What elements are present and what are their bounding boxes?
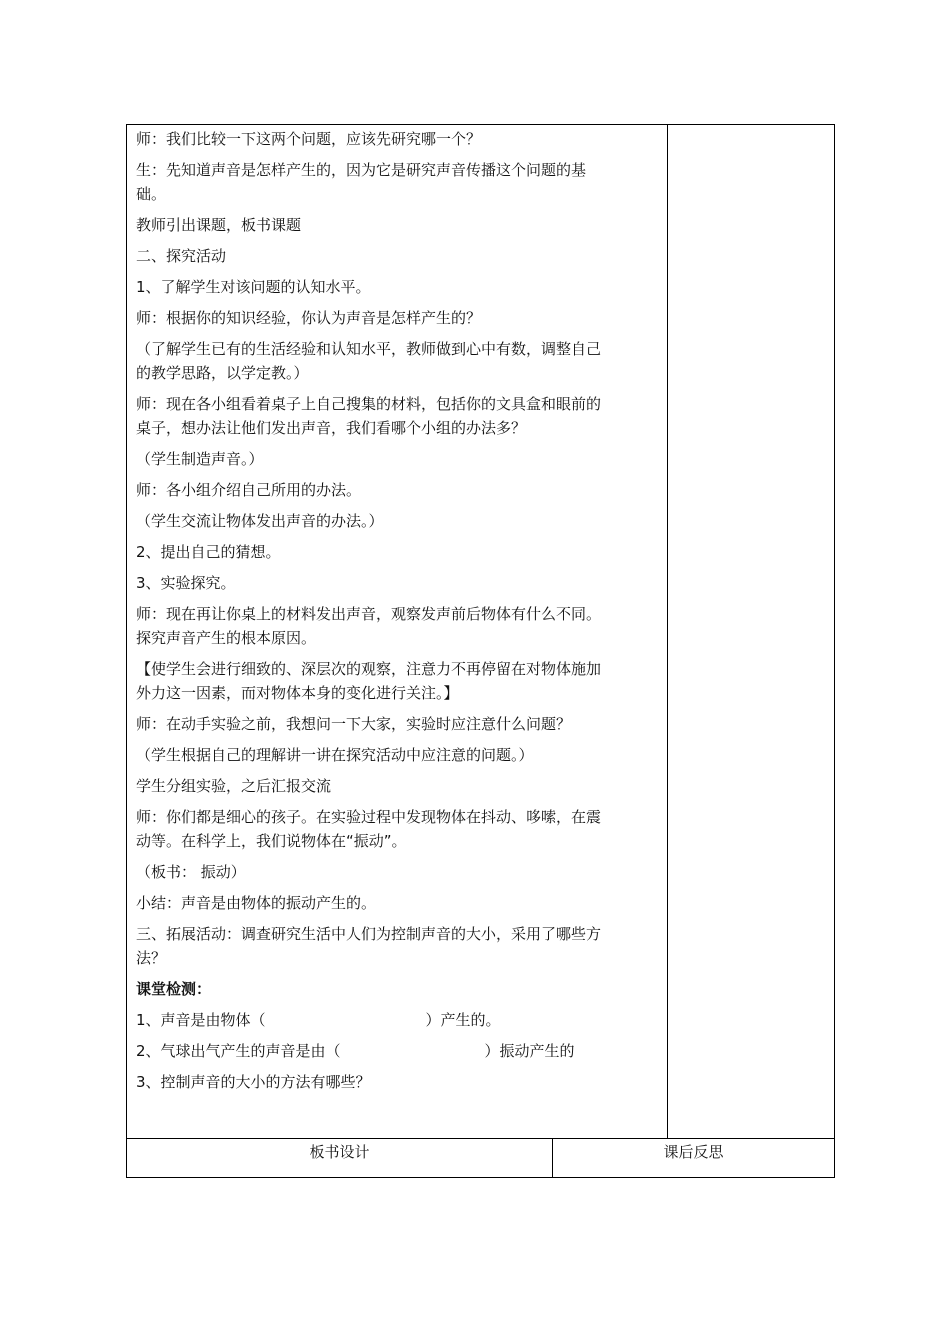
lesson-paragraph [136,540,660,564]
paragraph-line: 探究声音产生的根本原因。 [136,629,317,647]
paragraph-line: 师：各小组介绍自己所用的办法。 [136,481,362,499]
paragraph-line: （板书： 振动） [136,863,246,881]
paragraph-line: 师：现在各小组看着桌子上自己搜集的材料，包括你的文具盒和眼前的 [136,395,602,413]
paragraph-line: 师：我们比较一下这两个问题，应该先研究哪一个？ [136,130,482,148]
quiz-q2-start: 2、气球出气产生的声音是由（ [136,1042,341,1060]
row-divider [126,1138,835,1139]
quiz-question-2 [136,1039,660,1063]
lesson-paragraph [136,275,660,299]
lesson-paragraph [136,509,660,533]
lesson-paragraph [136,306,660,330]
lesson-paragraph [136,602,660,650]
lesson-paragraph [136,392,660,440]
column-divider [667,124,668,1139]
paragraph-line: 桌子，想办法让他们发出声音，我们看哪个小组的办法多？ [136,419,527,437]
board-design-label: 板书设计 [309,1143,370,1161]
paragraph-line: 师：你们都是细心的孩子。在实验过程中发现物体在抖动、哆嗦，在震 [136,808,602,826]
paragraph-line: 法？ [136,949,167,967]
lesson-paragraph [136,860,660,884]
reflection-label: 课后反思 [663,1143,724,1161]
paragraph-line: （学生根据自己的理解讲一讲在探究活动中应注意的问题。） [136,746,534,764]
quiz-q1-start: 1、声音是由物体（ [136,1011,266,1029]
paragraph-line: 外力这一因素，而对物体本身的变化进行关注。】 [136,684,459,702]
lesson-paragraph [136,127,660,151]
lesson-paragraph [136,712,660,736]
paragraph-line: 【使学生会进行细致的、深层次的观察，注意力不再停留在对物体施加 [136,660,602,678]
paragraph-line: 1、了解学生对该问题的认知水平。 [136,278,371,296]
paragraph-line: 学生分组实验，之后汇报交流 [136,777,332,795]
paragraph-line: 三、拓展活动：调查研究生活中人们为控制声音的大小，采用了哪些方 [136,925,602,943]
lesson-paragraph [136,213,660,237]
lesson-paragraph [136,244,660,268]
lesson-paragraph [136,743,660,767]
paragraph-line: 动等。在科学上，我们说物体在“振动”。 [136,832,407,850]
paragraph-line: （了解学生已有的生活经验和认知水平，教师做到心中有数，调整自己 [136,340,602,358]
lesson-content [136,127,660,1101]
quiz-question-3: 3、控制声音的大小的方法有哪些？ [136,1073,371,1091]
paragraph-line: （学生交流让物体发出声音的办法。） [136,512,384,530]
paragraph-line: 的教学思路，以学定教。） [136,364,309,382]
lesson-paragraph [136,774,660,798]
lesson-paragraph [136,891,660,915]
paragraph-line: 师：现在再让你桌上的材料发出声音，观察发声前后物体有什么不同。 [136,605,602,623]
lesson-paragraph [136,337,660,385]
lesson-paragraph [136,805,660,853]
paragraph-line: 3、实验探究。 [136,574,236,592]
quiz-q1-end: ）产生的。 [425,1011,501,1029]
lesson-paragraph [136,657,660,705]
paragraph-line: 础。 [136,185,167,203]
paragraph-line: （学生制造声音。） [136,450,264,468]
paragraph-line: 小结：声音是由物体的振动产生的。 [136,894,377,912]
quiz-heading: 课堂检测： [136,980,212,998]
paragraph-line: 二、探究活动 [136,247,227,265]
lesson-paragraph [136,922,660,970]
quiz-q2-end: ）振动产生的 [484,1042,575,1060]
quiz-question-1 [136,1008,660,1032]
lesson-paragraph [136,478,660,502]
lesson-paragraph [136,571,660,595]
paragraph-line: 教师引出课题，板书课题 [136,216,302,234]
paragraph-line: 师：根据你的知识经验，你认为声音是怎样产生的？ [136,309,482,327]
paragraph-line: 2、提出自己的猜想。 [136,543,281,561]
paragraph-line: 生：先知道声音是怎样产生的，因为它是研究声音传播这个问题的基 [136,161,587,179]
lesson-paragraph [136,447,660,471]
paragraph-line: 师：在动手实验之前，我想问一下大家，实验时应注意什么问题？ [136,715,572,733]
lesson-paragraph [136,158,660,206]
